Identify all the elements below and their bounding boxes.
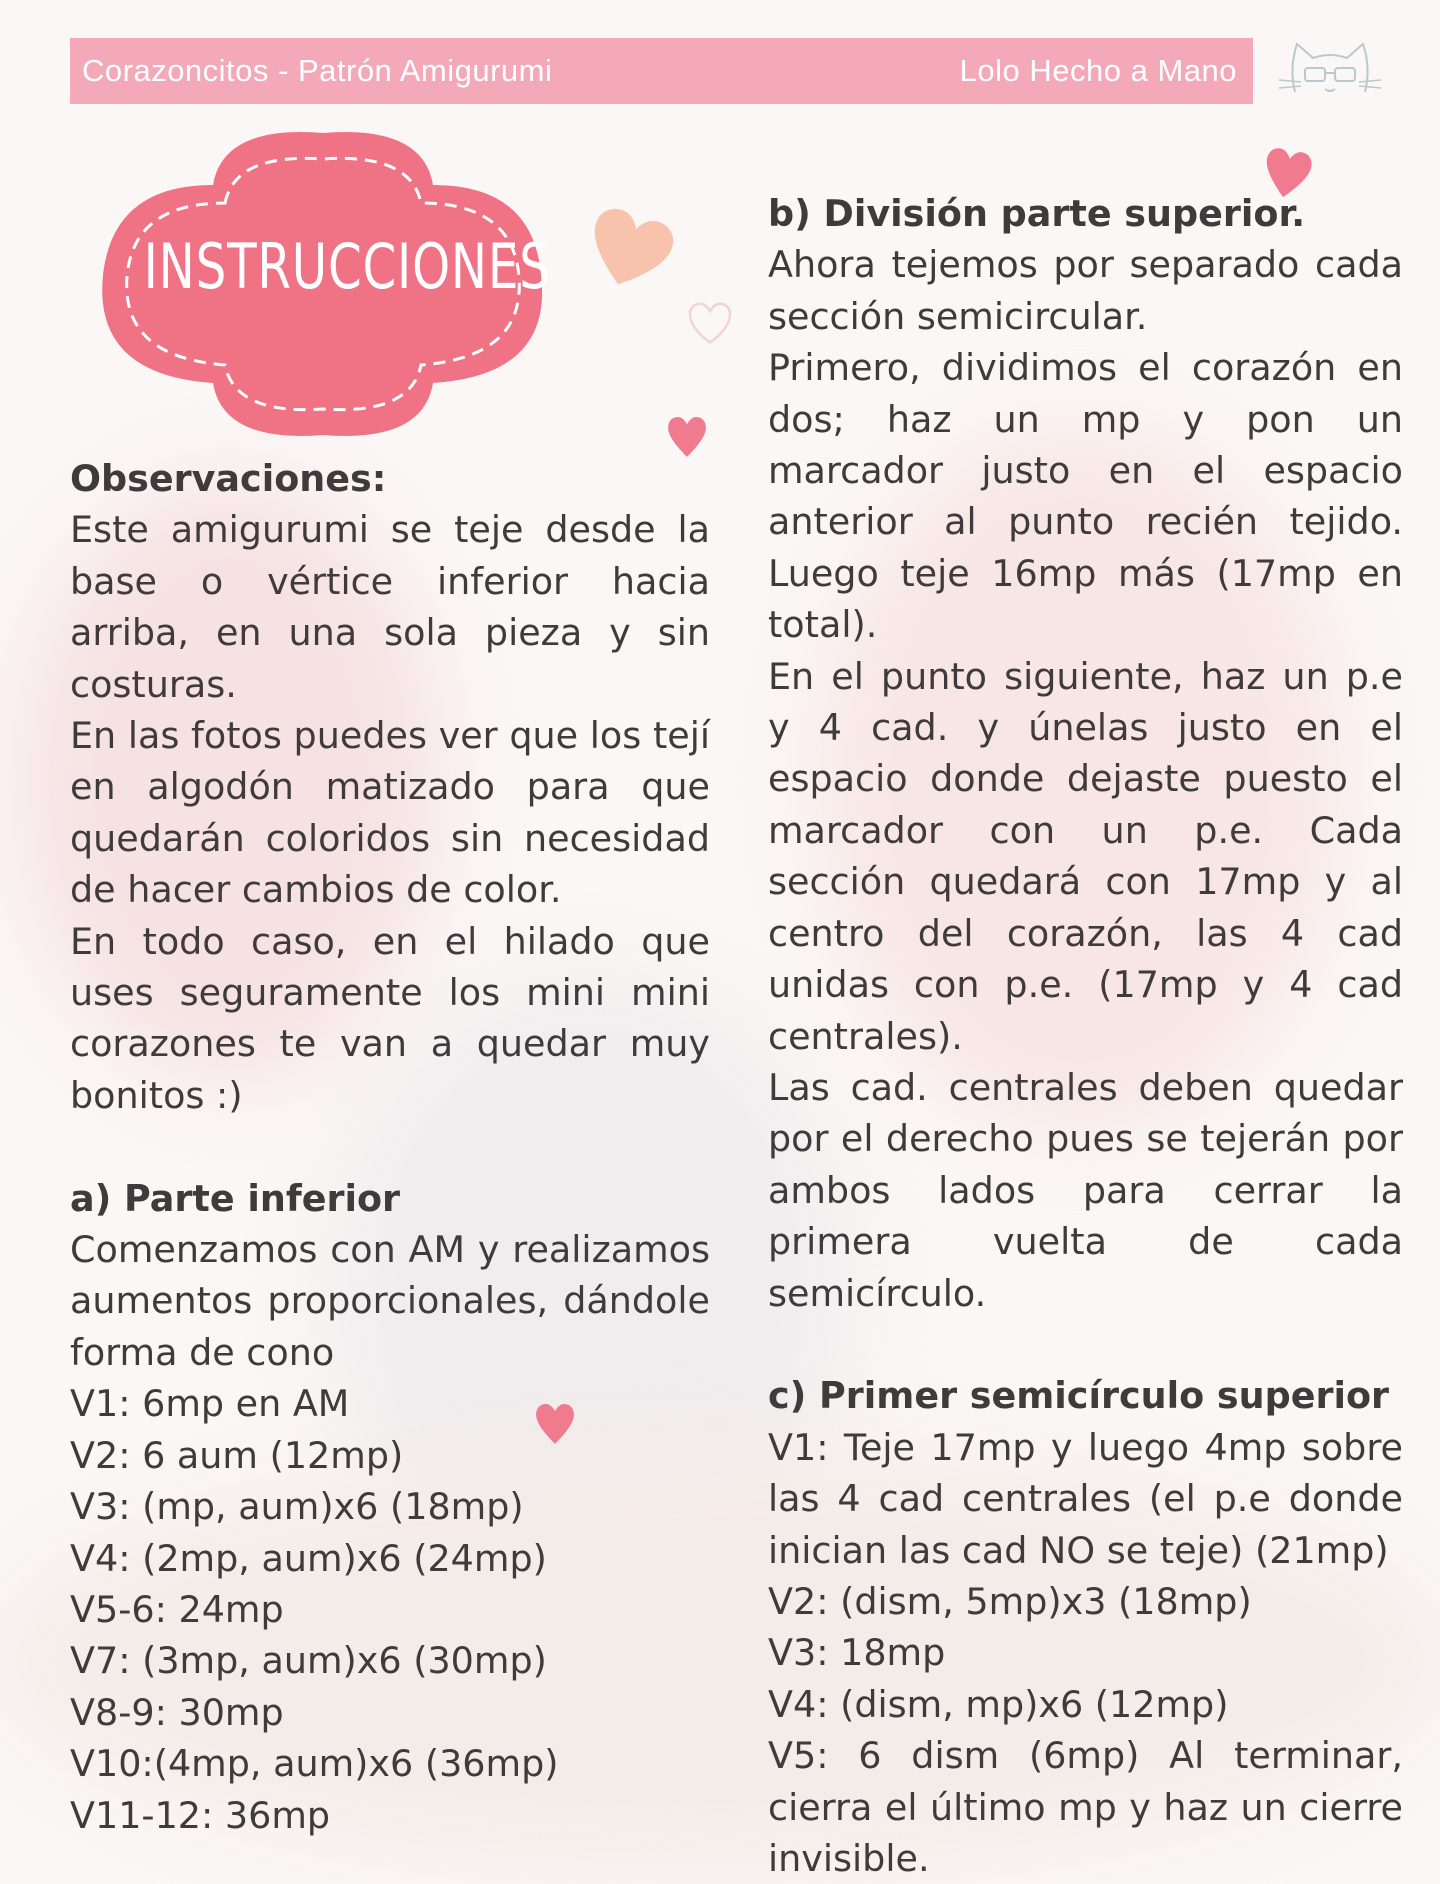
section-c-round-2: V2: (dism, 5mp)x3 (18mp) <box>768 1579 1252 1623</box>
heart-peach-icon <box>577 202 679 307</box>
header-brand: Lolo Hecho a Mano <box>959 53 1237 88</box>
section-c-round-5: V5: 6 dism (6mp) Al terminar, cierra el último mp y haz un cierre invisible. <box>768 1734 1403 1880</box>
round-item: V11-12: 36mp <box>70 1793 331 1837</box>
cat-logo-icon <box>1275 34 1385 104</box>
section-c-round-1: V1: Teje 17mp y luego 4mp sobre las 4 cad centrales (el p.e donde inician las cad NO se teje) (21mp) <box>768 1425 1403 1572</box>
round-item: V5-6: 24mp <box>70 1587 284 1631</box>
section-a-heading: a) Parte inferior <box>70 1176 401 1220</box>
round-item: V2: 6 aum (12mp) <box>70 1433 404 1477</box>
section-c-heading: c) Primer semicírculo superior <box>768 1374 1390 1418</box>
observations-paragraph-1: Este amigurumi se teje desde la base o vértice inferior hacia arriba, en una sola pieza y sin costuras. <box>70 508 710 706</box>
section-b-paragraph-3: En el punto siguiente, haz un p.e y 4 cad. y únelas justo en el espacio donde dejaste puesto el marcador con un p.e. Cada sección quedará con 17mp y al centro del corazón, las 4 cad unidas con p.e. (17mp y 4 cad centrales). <box>768 654 1403 1058</box>
round-item: V4: (2mp, aum)x6 (24mp) <box>70 1536 547 1580</box>
observations-paragraph-2: En las fotos puedes ver que los tejí en algodón matizado para que quedarán coloridos sin necesidad de hacer cambios de color. <box>70 714 710 912</box>
round-item: V8-9: 30mp <box>70 1690 284 1734</box>
section-b-heading: b) División parte superior. <box>768 192 1306 235</box>
left-column <box>70 453 710 1841</box>
heart-outline-icon <box>680 300 740 350</box>
observations-heading: Observaciones: <box>70 457 387 500</box>
instructions-badge-label: INSTRUCCIONES <box>143 230 551 303</box>
section-c-round-3: V3: 18mp <box>768 1631 946 1675</box>
section-c-round-4: V4: (dism, mp)x6 (12mp) <box>768 1682 1229 1726</box>
round-item: V3: (mp, aum)x6 (18mp) <box>70 1485 524 1529</box>
header-title: Corazoncitos - Patrón Amigurumi <box>82 53 553 88</box>
round-item: V7: (3mp, aum)x6 (30mp) <box>70 1639 547 1683</box>
observations-paragraph-3: En todo caso, en el hilado que uses seguramente los mini mini corazones te van a quedar muy bonitos :) <box>70 919 710 1117</box>
section-b-paragraph-2: Primero, dividimos el corazón en dos; haz un mp y pon un marcador justo en el espacio anterior al punto recién tejido. Luego teje 16mp más (17mp en total). <box>768 346 1403 647</box>
round-item: V10:(4mp, aum)x6 (36mp) <box>70 1742 559 1786</box>
round-item: V1: 6mp en AM <box>70 1382 350 1426</box>
spacer <box>768 1319 1403 1370</box>
right-column <box>768 188 1403 1884</box>
section-b-paragraph-4: Las cad. centrales deben quedar por el derecho pues se tejerán por ambos lados para cerrar la primera vuelta de cada semicírculo. <box>768 1065 1403 1315</box>
header-bar <box>70 38 1253 104</box>
section-a-intro: Comenzamos con AM y realizamos aumentos proporcionales, dándole forma de cono <box>70 1228 710 1374</box>
section-b-paragraph-1: Ahora tejemos por separado cada sección semicircular. <box>768 243 1403 338</box>
spacer <box>70 1121 710 1172</box>
